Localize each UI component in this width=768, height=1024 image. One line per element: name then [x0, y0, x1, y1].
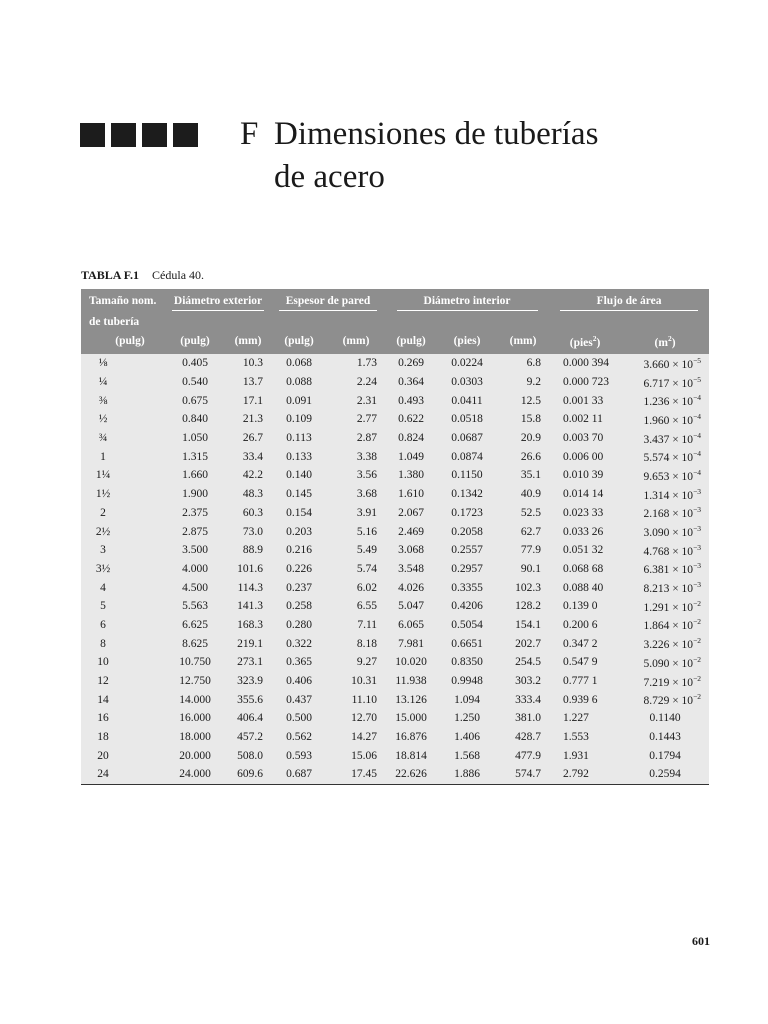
cell-wall-thickness-in: 0.322	[286, 637, 312, 650]
cell-flow-area-ft2: 0.139 0	[563, 600, 598, 613]
header-nominal-size-line1: Tamaño nom.	[89, 295, 157, 307]
cell-inner-diameter-mm: 154.1	[515, 618, 542, 631]
cell-wall-thickness-in: 0.113	[286, 432, 312, 445]
table-row	[81, 410, 709, 429]
chapter-marker-squares	[80, 123, 198, 147]
cell-wall-thickness-mm: 11.10	[351, 693, 378, 706]
cell-outer-diameter-mm: 101.6	[237, 562, 264, 575]
cell-wall-thickness-in: 0.068	[286, 357, 312, 370]
cell-outer-diameter-in: 1.660	[182, 469, 208, 482]
table-label: TABLA F.1	[81, 268, 140, 282]
cell-inner-diameter-mm: 303.2	[515, 675, 542, 688]
cell-outer-diameter-in: 5.563	[182, 600, 208, 613]
cell-outer-diameter-in: 6.625	[182, 618, 208, 631]
cell-nominal-size: 20	[97, 749, 109, 762]
cell-inner-diameter-mm: 102.3	[515, 581, 542, 594]
cell-flow-area-m2: $5.574 \times 10^{-4}$	[643, 449, 702, 465]
cell-wall-thickness-mm: 6.02	[356, 581, 378, 594]
table-row	[81, 709, 709, 728]
table-row	[81, 690, 709, 709]
cell-inner-diameter-in: 0.622	[398, 413, 424, 426]
cell-wall-thickness-in: 0.280	[286, 618, 312, 631]
table-row	[81, 616, 709, 635]
cell-inner-diameter-in: 6.065	[398, 618, 424, 631]
cell-wall-thickness-mm: 14.27	[351, 731, 378, 744]
cell-outer-diameter-in: 1.050	[182, 432, 208, 445]
cell-wall-thickness-in: 0.500	[286, 712, 312, 725]
cell-wall-thickness-in: 0.091	[286, 394, 312, 407]
table-row	[81, 522, 709, 541]
cell-outer-diameter-in: 14.000	[179, 693, 211, 706]
table-row	[81, 634, 709, 653]
cell-inner-diameter-in: 0.493	[398, 394, 424, 407]
pipe-dimensions-table-wrapper	[81, 289, 709, 785]
cell-inner-diameter-in: 7.981	[398, 637, 424, 650]
table-row	[81, 541, 709, 560]
cell-outer-diameter-in: 18.000	[179, 731, 211, 744]
cell-wall-thickness-mm: 6.55	[356, 600, 378, 613]
table-row	[81, 504, 709, 523]
cell-flow-area-m2: $3.437 \times 10^{-4}$	[643, 430, 702, 446]
cell-inner-diameter-mm: 333.4	[515, 693, 542, 706]
marker-square	[80, 123, 105, 147]
cell-inner-diameter-ft: 0.0303	[451, 376, 483, 389]
cell-wall-thickness-mm: 3.91	[356, 506, 378, 519]
table-row	[81, 429, 709, 448]
cell-wall-thickness-in: 0.687	[286, 768, 312, 781]
table-header	[81, 289, 709, 354]
table-row	[81, 765, 709, 784]
cell-outer-diameter-mm: 609.6	[237, 768, 264, 781]
cell-inner-diameter-mm: 477.9	[515, 749, 542, 762]
cell-wall-thickness-mm: 15.06	[351, 749, 378, 762]
cell-flow-area-m2: $2.168 \times 10^{-3}$	[643, 505, 702, 521]
header-unit: (mm)	[342, 335, 370, 347]
cell-outer-diameter-in: 8.625	[182, 637, 208, 650]
cell-outer-diameter-in: 12.750	[179, 675, 211, 688]
cell-inner-diameter-mm: 428.7	[515, 731, 542, 744]
cell-outer-diameter-in: 4.500	[182, 581, 208, 594]
header-flow-area: Flujo de área	[549, 289, 709, 312]
cell-inner-diameter-ft: 0.5054	[451, 618, 483, 631]
cell-flow-area-m2: $1.960 \times 10^{-4}$	[643, 411, 702, 427]
cell-inner-diameter-mm: 90.1	[520, 562, 542, 575]
cell-wall-thickness-mm: 9.27	[356, 656, 378, 669]
cell-nominal-size: ⅜	[98, 394, 108, 407]
header-wall-thickness: Espesor de pared	[271, 289, 385, 312]
table-row	[81, 447, 709, 466]
cell-outer-diameter-in: 20.000	[179, 749, 211, 762]
cell-inner-diameter-in: 1.380	[398, 469, 424, 482]
cell-nominal-size: 3½	[95, 562, 111, 575]
table-row	[81, 653, 709, 672]
cell-outer-diameter-mm: 114.3	[237, 581, 264, 594]
cell-wall-thickness-in: 0.133	[286, 450, 312, 463]
table-caption-text: Cédula 40.	[152, 268, 205, 282]
cell-inner-diameter-mm: 6.8	[526, 357, 542, 370]
cell-flow-area-m2: $6.381 \times 10^{-3}$	[643, 561, 702, 577]
header-spacer	[165, 312, 709, 332]
header-unit-nominal: (pulg)	[115, 335, 145, 347]
cell-inner-diameter-in: 4.026	[398, 581, 424, 594]
cell-wall-thickness-mm: 3.56	[356, 469, 378, 482]
cell-inner-diameter-mm: 202.7	[515, 637, 542, 650]
header-unit: (mm)	[509, 335, 537, 347]
cell-outer-diameter-in: 1.315	[182, 450, 208, 463]
cell-wall-thickness-in: 0.154	[286, 506, 312, 519]
table-row	[81, 485, 709, 504]
header-unit-m2: $(m^2)$	[654, 333, 676, 349]
cell-flow-area-ft2: 0.547 9	[563, 656, 598, 669]
cell-inner-diameter-ft: 0.6651	[451, 637, 483, 650]
cell-inner-diameter-in: 13.126	[395, 693, 427, 706]
cell-outer-diameter-mm: 33.4	[242, 450, 264, 463]
table-row	[81, 746, 709, 765]
cell-nominal-size: 14	[97, 693, 109, 706]
cell-inner-diameter-ft: 0.2557	[451, 544, 483, 557]
cell-flow-area-m2: $3.090 \times 10^{-3}$	[643, 524, 702, 540]
cell-nominal-size: 16	[97, 712, 109, 725]
cell-inner-diameter-ft: 1.568	[454, 749, 480, 762]
cell-wall-thickness-mm: 3.38	[356, 450, 378, 463]
cell-inner-diameter-in: 0.364	[398, 376, 424, 389]
cell-flow-area-ft2: 0.088 40	[563, 581, 604, 594]
cell-nominal-size: 3	[100, 544, 106, 557]
cell-outer-diameter-in: 0.675	[182, 394, 208, 407]
cell-flow-area-ft2: 0.200 6	[563, 618, 598, 631]
cell-flow-area-m2: 0.1794	[649, 749, 681, 762]
cell-flow-area-ft2: 0.023 33	[563, 506, 604, 519]
cell-outer-diameter-in: 24.000	[179, 768, 211, 781]
table-row	[81, 728, 709, 747]
cell-wall-thickness-mm: 10.31	[351, 675, 378, 688]
cell-nominal-size: ⅛	[98, 357, 108, 370]
cell-nominal-size: 24	[97, 768, 109, 781]
table-row	[81, 391, 709, 410]
cell-inner-diameter-mm: 62.7	[520, 525, 542, 538]
page-number: 601	[692, 934, 710, 948]
marker-square	[173, 123, 198, 147]
cell-inner-diameter-ft: 0.2957	[451, 562, 483, 575]
cell-flow-area-m2: $4.768 \times 10^{-3}$	[643, 542, 702, 558]
cell-inner-diameter-ft: 0.1342	[451, 488, 483, 501]
cell-flow-area-m2: $6.717 \times 10^{-5}$	[643, 374, 702, 390]
cell-inner-diameter-ft: 1.250	[454, 712, 480, 725]
cell-nominal-size: 6	[100, 618, 106, 631]
cell-wall-thickness-in: 0.216	[286, 544, 312, 557]
title-line-2: de acero	[274, 159, 385, 195]
cell-outer-diameter-mm: 21.3	[242, 413, 264, 426]
cell-inner-diameter-in: 3.548	[398, 562, 424, 575]
cell-flow-area-m2: 0.1140	[649, 712, 681, 725]
cell-outer-diameter-mm: 17.1	[242, 394, 264, 407]
cell-flow-area-m2: $5.090 \times 10^{-2}$	[643, 654, 702, 670]
table-row	[81, 672, 709, 691]
table-row	[81, 560, 709, 579]
page-title	[240, 113, 598, 199]
cell-flow-area-ft2: 0.014 14	[563, 488, 604, 501]
cell-outer-diameter-in: 2.875	[182, 525, 208, 538]
cell-wall-thickness-mm: 2.24	[356, 376, 378, 389]
cell-wall-thickness-in: 0.237	[286, 581, 312, 594]
cell-nominal-size: 1	[100, 450, 106, 463]
cell-inner-diameter-mm: 40.9	[520, 488, 542, 501]
table-body	[81, 354, 709, 784]
cell-nominal-size: ¾	[98, 432, 108, 445]
cell-nominal-size: ½	[98, 413, 108, 426]
header-unit: (mm)	[234, 335, 262, 347]
cell-flow-area-ft2: 1.227	[563, 712, 589, 725]
cell-outer-diameter-mm: 219.1	[237, 637, 264, 650]
cell-flow-area-ft2: 0.002 11	[563, 413, 603, 426]
cell-nominal-size: 1¼	[95, 469, 111, 482]
cell-inner-diameter-mm: 128.2	[515, 600, 542, 613]
cell-inner-diameter-ft: 0.0687	[451, 432, 483, 445]
cell-inner-diameter-mm: 35.1	[520, 469, 542, 482]
cell-nominal-size: 12	[97, 675, 109, 688]
cell-flow-area-ft2: 0.033 26	[563, 525, 604, 538]
cell-outer-diameter-in: 2.375	[182, 506, 208, 519]
cell-inner-diameter-ft: 1.886	[454, 768, 480, 781]
cell-nominal-size: 18	[97, 731, 109, 744]
pipe-dimensions-table	[81, 289, 709, 784]
cell-inner-diameter-in: 3.068	[398, 544, 424, 557]
cell-nominal-size: 10	[97, 656, 109, 669]
cell-inner-diameter-ft: 0.0224	[451, 357, 483, 370]
cell-flow-area-ft2: 0.939 6	[563, 693, 598, 706]
cell-flow-area-m2: $3.660 \times 10^{-5}$	[643, 355, 702, 371]
cell-nominal-size: 5	[100, 600, 106, 613]
cell-inner-diameter-ft: 0.2058	[451, 525, 483, 538]
cell-wall-thickness-in: 0.593	[286, 749, 312, 762]
cell-wall-thickness-in: 0.226	[286, 562, 312, 575]
cell-wall-thickness-mm: 17.45	[351, 768, 378, 781]
cell-nominal-size: 2	[100, 506, 106, 519]
table-row	[81, 578, 709, 597]
cell-wall-thickness-in: 0.140	[286, 469, 312, 482]
table-row	[81, 466, 709, 485]
cell-outer-diameter-mm: 168.3	[237, 618, 264, 631]
cell-inner-diameter-in: 1.049	[398, 450, 424, 463]
cell-nominal-size: 1½	[95, 488, 111, 501]
cell-flow-area-ft2: 0.006 00	[563, 450, 604, 463]
cell-flow-area-m2: 0.2594	[649, 768, 681, 781]
cell-inner-diameter-mm: 254.5	[515, 656, 542, 669]
cell-inner-diameter-in: 1.610	[398, 488, 424, 501]
cell-outer-diameter-mm: 508.0	[237, 749, 264, 762]
cell-wall-thickness-in: 0.258	[286, 600, 312, 613]
cell-wall-thickness-in: 0.203	[286, 525, 312, 538]
cell-flow-area-m2: $7.219 \times 10^{-2}$	[643, 673, 702, 689]
table-row	[81, 597, 709, 616]
marker-square	[111, 123, 136, 147]
cell-inner-diameter-in: 18.814	[395, 749, 427, 762]
cell-inner-diameter-ft: 0.0874	[451, 450, 483, 463]
cell-outer-diameter-in: 1.900	[182, 488, 208, 501]
cell-inner-diameter-mm: 574.7	[515, 768, 542, 781]
cell-outer-diameter-in: 16.000	[179, 712, 211, 725]
cell-flow-area-m2: $1.864 \times 10^{-2}$	[643, 617, 702, 633]
cell-nominal-size: ¼	[98, 376, 108, 389]
table-row	[81, 373, 709, 392]
cell-wall-thickness-mm: 7.11	[357, 618, 378, 631]
cell-nominal-size: 8	[100, 637, 106, 650]
cell-outer-diameter-mm: 42.2	[242, 469, 264, 482]
header-inner-diameter: Diámetro interior	[385, 289, 549, 312]
table-bottom-rule	[81, 784, 709, 785]
header-nominal-size-line2: de tubería	[89, 315, 140, 328]
cell-flow-area-ft2: 1.553	[563, 731, 589, 744]
cell-wall-thickness-mm: 12.70	[351, 712, 378, 725]
cell-flow-area-ft2: 0.347 2	[563, 637, 598, 650]
cell-inner-diameter-in: 2.067	[398, 506, 424, 519]
cell-wall-thickness-mm: 8.18	[356, 637, 378, 650]
cell-inner-diameter-ft: 0.0411	[451, 394, 483, 407]
cell-outer-diameter-in: 0.540	[182, 376, 208, 389]
cell-outer-diameter-mm: 355.6	[237, 693, 264, 706]
cell-inner-diameter-ft: 0.1150	[451, 469, 483, 482]
table-row	[81, 354, 709, 373]
cell-flow-area-m2: $9.653 \times 10^{-4}$	[643, 467, 702, 483]
cell-wall-thickness-in: 0.562	[286, 731, 312, 744]
cell-wall-thickness-mm: 2.77	[356, 413, 378, 426]
cell-inner-diameter-in: 15.000	[395, 712, 427, 725]
cell-outer-diameter-mm: 88.9	[242, 544, 264, 557]
header-unit: (pies)	[453, 335, 481, 347]
cell-outer-diameter-mm: 141.3	[237, 600, 264, 613]
cell-flow-area-m2: $8.729 \times 10^{-2}$	[643, 692, 702, 708]
cell-outer-diameter-mm: 273.1	[237, 656, 264, 669]
cell-outer-diameter-mm: 73.0	[242, 525, 264, 538]
cell-flow-area-ft2: 0.068 68	[563, 562, 604, 575]
header-unit: (pulg)	[284, 335, 314, 347]
cell-flow-area-m2: $3.226 \times 10^{-2}$	[643, 636, 702, 652]
cell-inner-diameter-mm: 12.5	[520, 394, 542, 407]
cell-inner-diameter-in: 11.938	[395, 675, 427, 688]
cell-inner-diameter-ft: 1.406	[454, 731, 480, 744]
cell-outer-diameter-mm: 457.2	[237, 731, 264, 744]
header-outer-diameter: Diámetro exterior	[165, 289, 271, 312]
marker-square	[142, 123, 167, 147]
cell-wall-thickness-mm: 1.73	[356, 357, 378, 370]
cell-inner-diameter-ft: 0.8350	[451, 656, 483, 669]
cell-flow-area-m2: $1.314 \times 10^{-3}$	[643, 486, 702, 502]
cell-wall-thickness-in: 0.406	[286, 675, 312, 688]
cell-inner-diameter-in: 5.047	[398, 600, 424, 613]
cell-inner-diameter-in: 0.269	[398, 357, 424, 370]
cell-outer-diameter-in: 0.405	[182, 357, 208, 370]
header-unit: (pulg)	[396, 335, 426, 347]
cell-inner-diameter-mm: 20.9	[520, 432, 542, 445]
cell-flow-area-ft2: 0.000 723	[563, 376, 610, 389]
cell-outer-diameter-in: 3.500	[182, 544, 208, 557]
cell-inner-diameter-mm: 15.8	[520, 413, 542, 426]
cell-flow-area-ft2: 2.792	[563, 768, 589, 781]
cell-wall-thickness-in: 0.088	[286, 376, 312, 389]
cell-flow-area-m2: $1.291 \times 10^{-2}$	[643, 598, 702, 614]
cell-outer-diameter-in: 10.750	[179, 656, 211, 669]
cell-inner-diameter-in: 10.020	[395, 656, 427, 669]
cell-inner-diameter-ft: 0.1723	[451, 506, 483, 519]
cell-outer-diameter-mm: 48.3	[242, 488, 264, 501]
cell-flow-area-ft2: 0.051 32	[563, 544, 604, 557]
cell-wall-thickness-mm: 3.68	[356, 488, 378, 501]
cell-outer-diameter-in: 4.000	[182, 562, 208, 575]
cell-inner-diameter-mm: 26.6	[520, 450, 542, 463]
cell-flow-area-ft2: 0.010 39	[563, 469, 604, 482]
cell-wall-thickness-mm: 5.16	[356, 525, 378, 538]
cell-outer-diameter-in: 0.840	[182, 413, 208, 426]
cell-flow-area-ft2: 0.003 70	[563, 432, 604, 445]
table-caption	[81, 268, 204, 283]
cell-outer-diameter-mm: 406.4	[237, 712, 264, 725]
cell-flow-area-ft2: 1.931	[563, 749, 589, 762]
cell-inner-diameter-ft: 0.3355	[451, 581, 483, 594]
cell-nominal-size: 4	[100, 581, 106, 594]
cell-flow-area-m2: $8.213 \times 10^{-3}$	[643, 580, 702, 596]
cell-flow-area-ft2: 0.777 1	[563, 675, 598, 688]
cell-inner-diameter-ft: 1.094	[454, 693, 480, 706]
cell-outer-diameter-mm: 10.3	[242, 357, 264, 370]
cell-flow-area-m2: 0.1443	[649, 731, 681, 744]
cell-wall-thickness-in: 0.437	[286, 693, 312, 706]
cell-outer-diameter-mm: 13.7	[242, 376, 264, 389]
appendix-letter: F	[240, 116, 259, 152]
cell-flow-area-m2: $1.236 \times 10^{-4}$	[643, 393, 702, 409]
cell-outer-diameter-mm: 60.3	[242, 506, 264, 519]
cell-inner-diameter-ft: 0.4206	[451, 600, 483, 613]
cell-flow-area-ft2: 0.000 394	[563, 357, 610, 370]
cell-flow-area-ft2: 0.001 33	[563, 394, 604, 407]
cell-wall-thickness-mm: 5.74	[356, 562, 378, 575]
cell-wall-thickness-mm: 2.31	[356, 394, 378, 407]
cell-wall-thickness-in: 0.365	[286, 656, 312, 669]
cell-nominal-size: 2½	[95, 525, 111, 538]
cell-inner-diameter-in: 22.626	[395, 768, 427, 781]
title-line-1: Dimensiones de tuberías	[274, 116, 599, 152]
cell-wall-thickness-mm: 2.87	[356, 432, 378, 445]
cell-inner-diameter-ft: 0.0518	[451, 413, 483, 426]
cell-inner-diameter-in: 0.824	[398, 432, 424, 445]
cell-wall-thickness-mm: 5.49	[356, 544, 378, 557]
cell-wall-thickness-in: 0.145	[286, 488, 312, 501]
cell-inner-diameter-mm: 9.2	[526, 376, 542, 389]
cell-inner-diameter-in: 16.876	[395, 731, 427, 744]
header-unit-ft2: (pies$^2$)	[569, 333, 601, 349]
header-unit: (pulg)	[180, 335, 210, 347]
cell-inner-diameter-mm: 52.5	[520, 506, 542, 519]
cell-inner-diameter-in: 2.469	[398, 525, 424, 538]
cell-inner-diameter-mm: 381.0	[515, 712, 542, 725]
cell-inner-diameter-ft: 0.9948	[451, 675, 483, 688]
cell-wall-thickness-in: 0.109	[286, 413, 312, 426]
cell-inner-diameter-mm: 77.9	[520, 544, 542, 557]
cell-outer-diameter-mm: 323.9	[237, 675, 264, 688]
cell-outer-diameter-mm: 26.7	[242, 432, 264, 445]
